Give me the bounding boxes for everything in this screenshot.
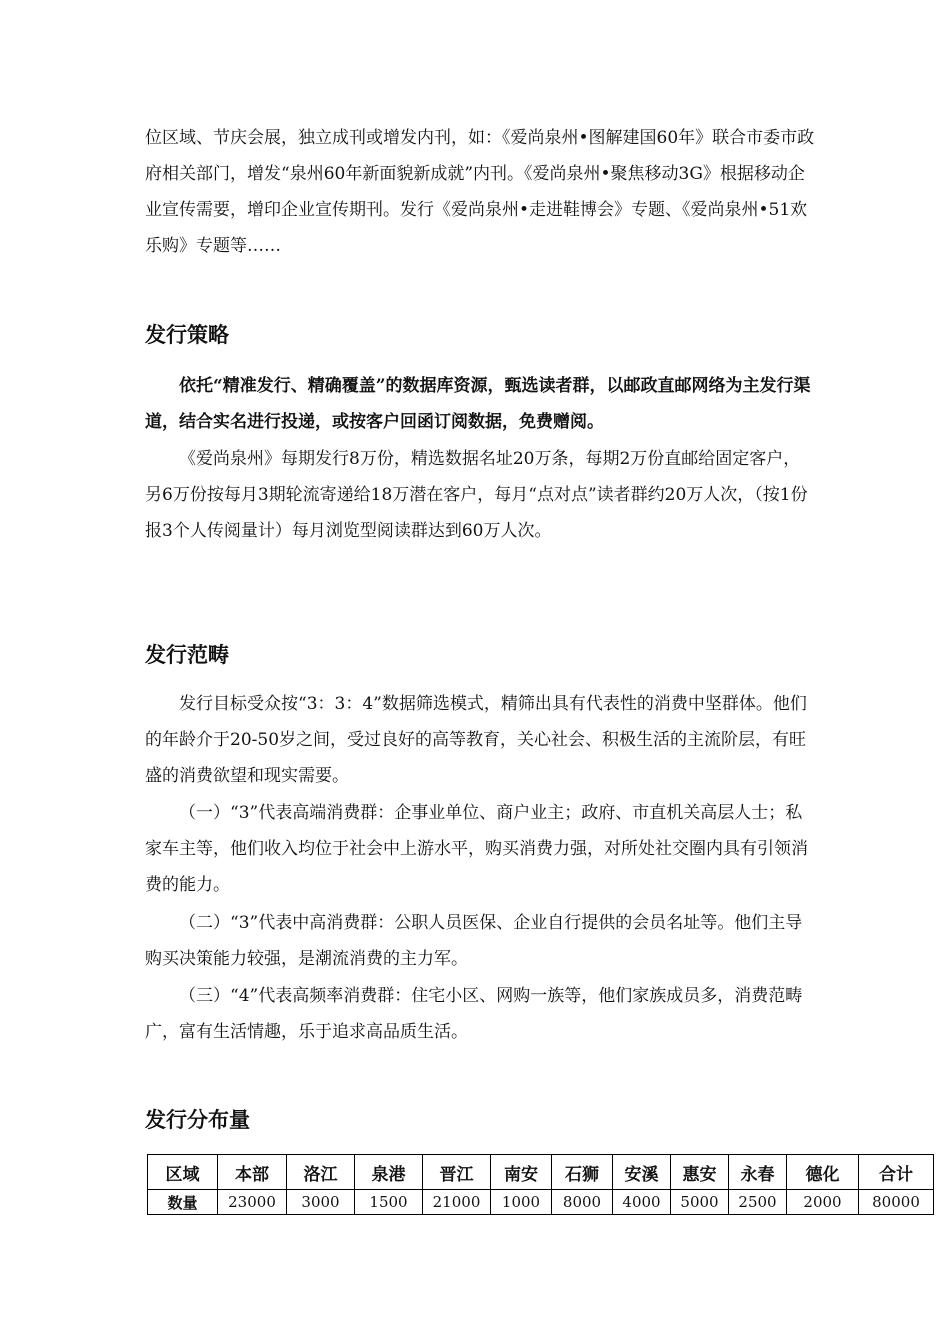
table-header-cell: 泉港 (355, 1155, 423, 1190)
table-header-cell: 区域 (148, 1155, 218, 1190)
table-cell: 1000 (491, 1190, 552, 1215)
table-header-cell: 安溪 (613, 1155, 671, 1190)
table-header-cell: 晋江 (423, 1155, 491, 1190)
scope-paragraph-1: 发行目标受众按“3：3：4”数据筛选模式，精筛出具有代表性的消费中坚群体。他们的年龄介于20-50岁之间，受过良好的高等教育，关心社会、积极生活的主流阶层，有旺盛的消费欲望和现实需要。 (145, 694, 807, 786)
table-cell: 80000 (859, 1190, 934, 1215)
table-cell: 5000 (671, 1190, 729, 1215)
scope-heading: 发行范畴 (145, 643, 229, 667)
table-cell: 2500 (729, 1190, 787, 1215)
table-header-cell: 本部 (218, 1155, 287, 1190)
table-header-cell: 南安 (491, 1155, 552, 1190)
table-cell: 2000 (787, 1190, 859, 1215)
intro-paragraph: 位区域、节庆会展，独立成刊或增发内刊，如：《爱尚泉州•图解建国60年》联合市委市政府相关部门，增发“泉州60年新面貌新成就”内刊。《爱尚泉州•聚焦移动3G》根据移动企业宣传需要，增印企业宣传期刊。发行《爱尚泉州•走进鞋博会》专题、《爱尚泉州•51欢乐购》专题等…… (145, 128, 815, 256)
table-header-cell: 洛江 (287, 1155, 355, 1190)
scope-paragraph-3: （二）“3”代表中高消费群：公职人员医保、企业自行提供的会员名址等。他们主导购买决策能力较强，是潮流消费的主力军。 (145, 913, 803, 969)
table-row (148, 1190, 934, 1215)
strategy-body-paragraph: 《爱尚泉州》每期发行8万份，精选数据名址20万条，每期2万份直邮给固定客户，另6万份按每月3期轮流寄递给18万潜在客户，每月“点对点”读者群约20万人次，（按1份报3个人传阅量计）每月浏览型阅读群达到60万人次。 (145, 449, 808, 541)
strategy-heading: 发行策略 (145, 323, 229, 347)
table-header-cell: 合计 (859, 1155, 934, 1190)
distribution-heading: 发行分布量 (145, 1108, 250, 1132)
strategy-lead-paragraph: 依托“精准发行、精确覆盖”的数据库资源，甄选读者群，以邮政直邮网络为主发行渠道，结合实名进行投递，或按客户回函订阅数据，免费赠阅。 (145, 376, 811, 432)
table-cell: 1500 (355, 1190, 423, 1215)
distribution-table (147, 1154, 934, 1215)
table-header-row (148, 1155, 934, 1190)
table-header-cell: 永春 (729, 1155, 787, 1190)
scope-paragraph-4: （三）“4”代表高频率消费群：住宅小区、网购一族等，他们家族成员多，消费范畴广，富有生活情趣，乐于追求高品质生活。 (145, 986, 803, 1042)
table-header-cell: 石狮 (552, 1155, 613, 1190)
scope-paragraph-2: （一）“3”代表高端消费群：企事业单位、商户业主；政府、市直机关高层人士；私家车主等，他们收入均位于社会中上游水平，购买消费力强，对所处社交圈内具有引领消费的能力。 (145, 803, 808, 895)
table-cell: 8000 (552, 1190, 613, 1215)
table-header-cell: 惠安 (671, 1155, 729, 1190)
table-cell: 23000 (218, 1190, 287, 1215)
table-cell: 21000 (423, 1190, 491, 1215)
table-cell: 4000 (613, 1190, 671, 1215)
table-header-cell: 德化 (787, 1155, 859, 1190)
table-cell: 3000 (287, 1190, 355, 1215)
table-row-label: 数量 (148, 1190, 218, 1215)
